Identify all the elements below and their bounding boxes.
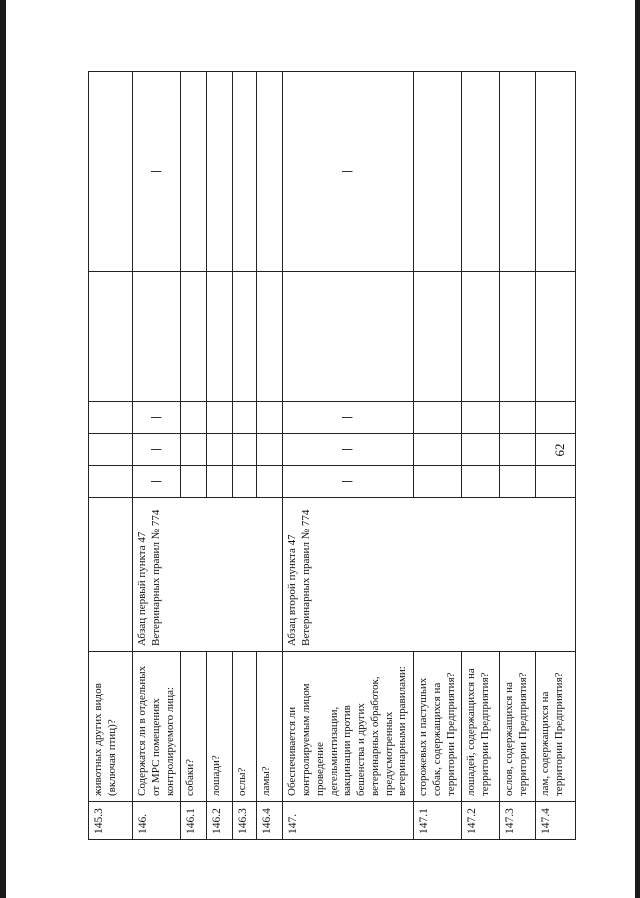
row-number: 147.4: [536, 802, 576, 840]
comment-cell: [414, 272, 462, 402]
comment-cell: [133, 272, 181, 402]
table-row: [233, 72, 257, 840]
dash-mark: |: [133, 402, 181, 434]
answer-no-cell: [500, 434, 536, 466]
comment-cell: [233, 272, 257, 402]
scan-edge-left: [0, 0, 6, 898]
answer-na-cell: [207, 402, 233, 434]
question-cell: лам, содержащихся на территории Предприятия?: [536, 652, 576, 802]
table-row: [283, 72, 414, 840]
page-number: 62: [552, 443, 567, 457]
comment-cell: [257, 272, 283, 402]
answer-no-cell: [414, 434, 462, 466]
checklist-table-wrapper: [88, 72, 565, 840]
question-cell: животных других видов (включая птиц)?: [89, 652, 133, 802]
answer-na-cell: [500, 402, 536, 434]
note-cell: [233, 72, 257, 272]
comment-cell: [207, 272, 233, 402]
answer-no-cell: [462, 434, 500, 466]
table-row: [500, 72, 536, 840]
rotated-table-container: [88, 72, 565, 840]
reference-cell: Абзац первый пункта 47 Ветеринарных правил № 774: [133, 498, 283, 652]
row-number: 146.2: [207, 802, 233, 840]
note-cell: [462, 72, 500, 272]
answer-na-cell: [462, 402, 500, 434]
answer-na-cell: [181, 402, 207, 434]
row-number: 147.1: [414, 802, 462, 840]
answer-na-cell: [233, 402, 257, 434]
row-number: 146.: [133, 802, 181, 840]
answer-yes-cell: [414, 466, 462, 498]
note-cell: [500, 72, 536, 272]
dash-mark: |: [133, 72, 181, 272]
table-row: [462, 72, 500, 840]
note-cell: [181, 72, 207, 272]
row-number: 147.3: [500, 802, 536, 840]
question-cell: сторожевых и пастушьих собак, содержащихся на территории Предприятия?: [414, 652, 462, 802]
note-cell: [207, 72, 233, 272]
dash-mark: |: [283, 402, 414, 434]
question-cell: ламы?: [257, 652, 283, 802]
answer-no-cell: [89, 434, 133, 466]
answer-yes-cell: [500, 466, 536, 498]
answer-yes-cell: [536, 466, 576, 498]
answer-no-cell: [207, 434, 233, 466]
answer-na-cell: [257, 402, 283, 434]
answer-yes-cell: [233, 466, 257, 498]
question-cell: ослы?: [233, 652, 257, 802]
question-cell: собаки?: [181, 652, 207, 802]
checklist-table: [88, 71, 576, 840]
row-number: 146.4: [257, 802, 283, 840]
table-row: [133, 72, 181, 840]
comment-cell: [536, 272, 576, 402]
table-row: [414, 72, 462, 840]
answer-no-cell: [536, 434, 576, 466]
question-cell: лошадей, содержащихся на территории Предприятия?: [462, 652, 500, 802]
row-number: 145.3: [89, 802, 133, 840]
row-number: 146.1: [181, 802, 207, 840]
reference-cell: [89, 498, 133, 652]
answer-yes-cell: [257, 466, 283, 498]
row-number: 147.2: [462, 802, 500, 840]
table-row: [89, 72, 133, 840]
row-number: 146.3: [233, 802, 257, 840]
answer-no-cell: [181, 434, 207, 466]
note-cell: [89, 72, 133, 272]
table-row: [536, 72, 576, 840]
reference-cell: Абзац второй пункта 47 Ветеринарных правил № 774: [283, 498, 576, 652]
answer-yes-cell: [181, 466, 207, 498]
answer-no-cell: [233, 434, 257, 466]
row-number: 147.: [283, 802, 414, 840]
question-cell: Обеспечивается ли контролируемым лицом проведение дегельминтизации, вакцинации против бешенства и других ветеринарных обработок, предусмотренных ветеринарными правилами:: [283, 652, 414, 802]
note-cell: [536, 72, 576, 272]
answer-no-cell: [257, 434, 283, 466]
note-cell: [257, 72, 283, 272]
question-cell: лошади?: [207, 652, 233, 802]
answer-yes-cell: [89, 466, 133, 498]
dash-mark: |: [283, 72, 414, 272]
table-row: [207, 72, 233, 840]
table-row: [257, 72, 283, 840]
comment-cell: [283, 272, 414, 402]
comment-cell: [500, 272, 536, 402]
dash-mark: |: [283, 466, 414, 498]
note-cell: [414, 72, 462, 272]
table-row: [181, 72, 207, 840]
answer-na-cell: [89, 402, 133, 434]
dash-mark: |: [133, 434, 181, 466]
comment-cell: [462, 272, 500, 402]
answer-yes-cell: [207, 466, 233, 498]
scan-edge-right: [635, 0, 640, 898]
dash-mark: |: [283, 434, 414, 466]
answer-na-cell: [414, 402, 462, 434]
comment-cell: [181, 272, 207, 402]
question-cell: ослов, содержащихся на территории Предприятия?: [500, 652, 536, 802]
answer-yes-cell: [462, 466, 500, 498]
answer-na-cell: [536, 402, 576, 434]
question-cell: Содержатся ли в отдельных от МРС помещениях контролируемого лица:: [133, 652, 181, 802]
dash-mark: |: [133, 466, 181, 498]
comment-cell: [89, 272, 133, 402]
